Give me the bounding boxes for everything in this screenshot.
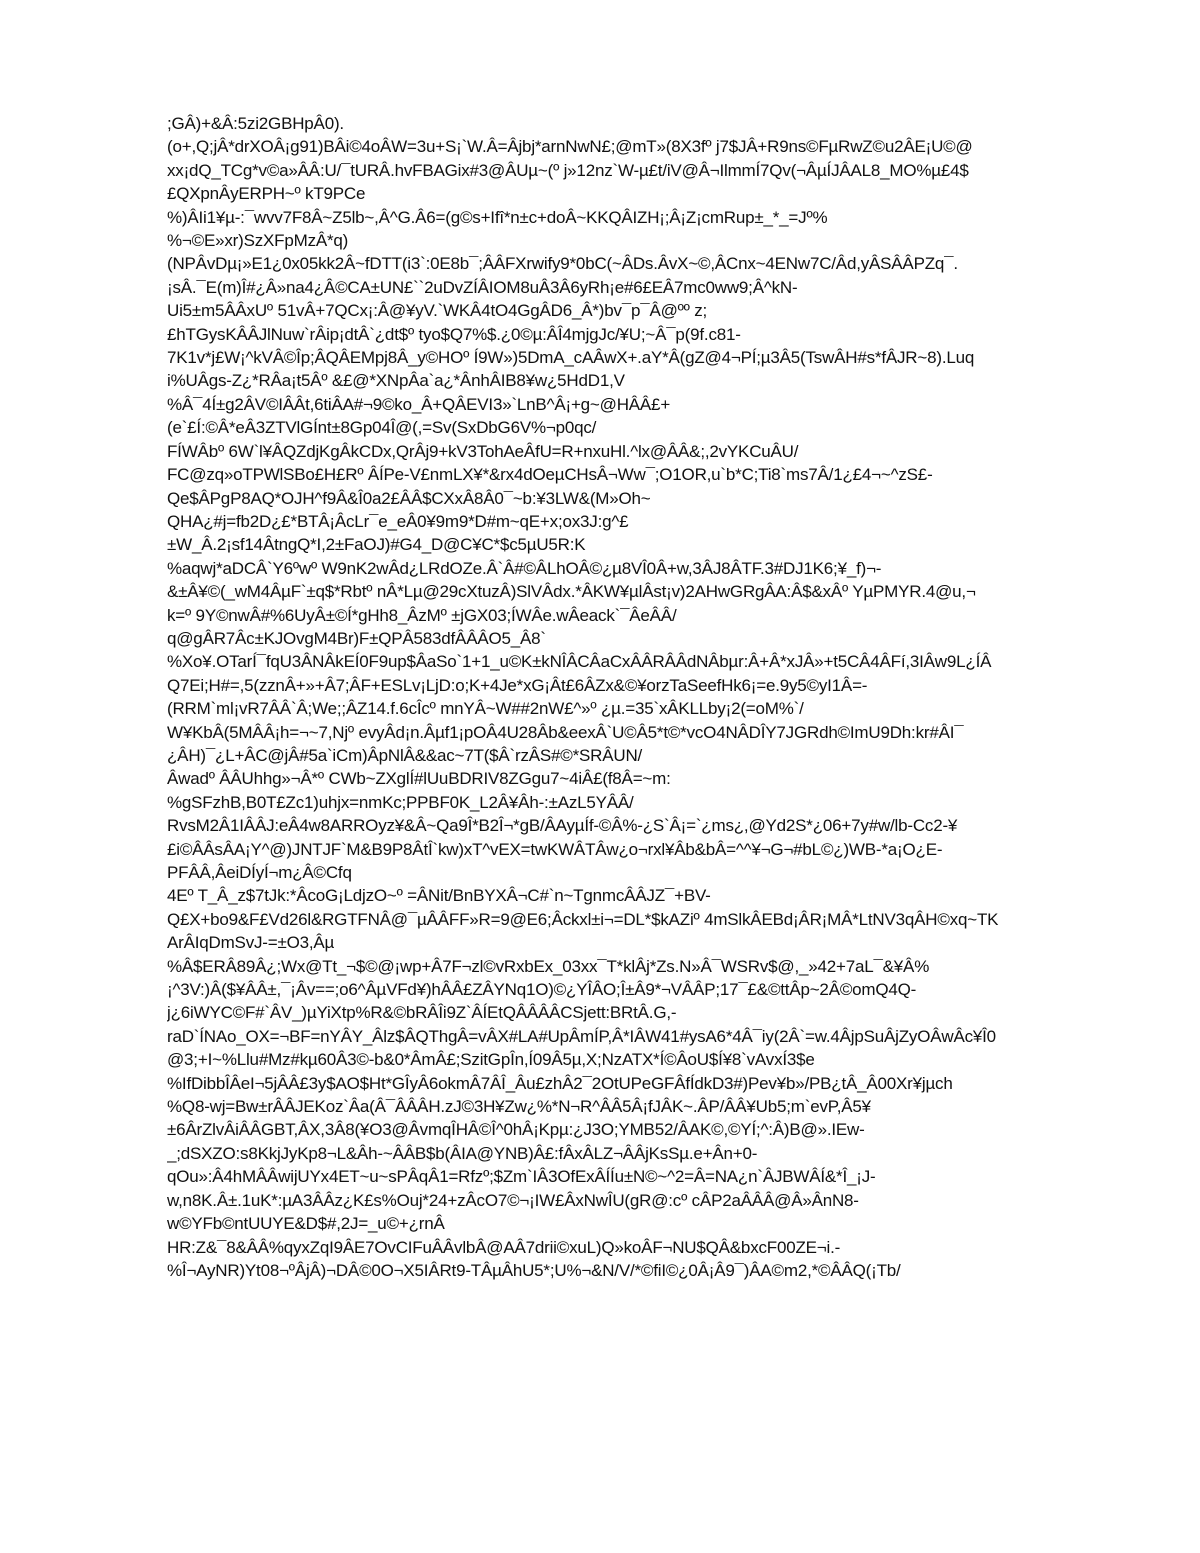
text-line: %Q8-wj=Bw±rÂÂJEKoz`Âa(Â¯ÂÂÂH.zJ©3H¥Zw¿%*N¬R^ÂÂ5Â¡fJÂK~.ÂP/ÂÂ¥Ub5;m`evP,Â5¥: [167, 1097, 871, 1117]
text-line: j¿6iWYC©F#`ÂV_)µYiXtp%R&©bRÂÎi9Z`ÂÍEtQÂÂÂÂCSjett:BRtÂ.G,-: [167, 1003, 677, 1023]
text-line: %)ÂIi1¥µ-:¯wvv7F8Â~Z5lb~,Â^G.Â6=(g©s+Ifî*n±c+doÂ~KKQÂIZH¡;Â¡Z¡cmRup±_*_=Jº%: [167, 207, 828, 227]
text-line: _;dSXZO:s8KkjJyKp8¬L&Âh-~ÂÂB$b(ÂIA@YNB)Â£:fÂxÂLZ¬ÂÂjKsSµ.e+Ân+0-: [167, 1143, 758, 1163]
text-line: FC@zq»oTPWlSBo£H£Rº ÂÍPe-V£nmLX¥*&rx4dOeµCHsÂ¬Ww¯;O1OR,u`b*C;Ti8`ms7Â/1¿£4¬~^zS£-: [167, 465, 933, 485]
text-line: £hTGysKÂÂJlNuw`rÂip¡dtÂ`¿dt$º tyo$Q7%$.¿0©µ:ÂÎ4mjgJc/¥U;~Â¯p(9f.c81-: [167, 324, 741, 344]
text-line: %¬©E»xr)SzXFpMzÂ*q): [167, 231, 349, 251]
text-line: HR:Z&¯8&ÂÂ%qyxZqI9ÂE7OvCIFuÂÂvlbÂ@AÂ7drii©xuL)Q»koÂF¬NU$QÂ&bxcF00ZE¬i.-: [167, 1237, 841, 1257]
text-line: Âwadº ÂÂUhhg»¬Â*º CWb~ZXglÍ#lUuBDRIV8ZGgu7~4iÂ£(f8Â=~m:: [167, 769, 671, 789]
text-line: (o+,Q;jÂ*drXOÂ¡g91)BÂi©4oÂW=3u+S¡`W.Â=Âjbj*arnNwN£;@mT»(8X3fº j7$JÂ+R9ns©FµRwZ©u2ÂE¡U©@: [167, 137, 973, 157]
text-line: (NPÂvDµ¡»E1¿0x05kk2Â~fDTT(i3`:0E8b¯;ÂÂFXrwify9*0bC(~ÂDs.ÂvX~©,ÂCnx~4ENw7C/Âd,yÂSÂÂPZq¯.: [167, 254, 958, 274]
text-line: FÍWÂbº 6W`l¥ÂQZdjKgÂkCDx,QrÂj9+kV3TohAeÂfU=R+nxuHl.^lx@ÂÂ&;,2vYKCuÂU/: [167, 441, 799, 461]
text-line: ±W_Â.2¡sf14ÂtngQ*I,2±FaOJ)#G4_D@C¥C*$c5µU5R:K: [167, 535, 586, 555]
document-body: [167, 112, 1127, 1282]
text-line: ¡^3V:)Â($¥ÂÂ±,¯¡Âv==;o6^ÂµVFd¥)hÂÂ£ZÂYNq1O)©¿YÎÂO;Î±Â9*¬VÂÂP;17¯£&©ttÂp~2Â©omQ4Q-: [167, 980, 917, 1000]
text-line: %IfDibbÎÂeI¬5jÂÂ£3y$AO$Ht*GÎyÂ6okmÂ7ÂÎ_Âu£zhÂ2¯2OtUPeGFÂfÍdkD3#)Pev¥b»/PB¿tÂ_Â00Xr¥jµch: [167, 1073, 953, 1093]
text-line: ¡sÂ.¯E(m)Î#¿Â»na4¿Â©CA±UN£``2uDvZÍÂIOM8uÂ3Â6yRh¡e#6£EÂ7mc0ww9;Â^kN-: [167, 277, 798, 297]
text-line: qOu»:Â4hMÂÂwijUYx4ET~u~sPÂqÂ1=Rfzº;$Zm`IÂ3OfExÂÍÍu±N©~^2=Â=NA¿n`ÂJBWÂÍ&*Î_¡J-: [167, 1167, 876, 1187]
text-line: %Xo¥.OTarÍ¯fqU3ÂNÂkEÍ0F9up$ÂaSo`1+1_u©K±kNÎÂCÂaCxÂÂRÂÂdNÂbµr:Â+Â*xJÂ»+t5CÂ4ÂFí,3IÂw9L¿ÍÂ: [167, 652, 992, 672]
text-line: %aqwj*aDCÂ`Y6ºwº W9nK2wÂd¿LRdOZe.Â`Â#©ÂLhOÂ©¿µ8VÎ0Â+w,3ÂJ8ÂTF.3#DJ1K6;¥_f)¬-: [167, 558, 882, 578]
text-line: ¿ÂH)¯¿L+ÂC@jÂ#5a`iCm)ÂpNlÂ&&ac~7T($Â`rzÂS#©*SRÂUN/: [167, 745, 643, 765]
text-line: £QXpnÂyERPH~º kT9PCe: [167, 184, 366, 204]
text-line: (RRM`ml¡vR7ÂÂ`Â;We;;ÂZ14.f.6cÎcº mnYÂ~W##2nW£^»º ¿µ.=35`xÂKLLby¡2(=oM%`/: [167, 699, 804, 719]
text-line: xx¡dQ_TCg*v©a»ÂÂ:U/¯tURÂ.hvFBAGix#3@ÂUµ~(º j»12nz`W-µ£t/iV@Â¬IlmmÍ7Qv(¬ÂµÍJÂAL8_MO%µ£4$: [167, 160, 969, 180]
text-line: QHA¿#j=fb2D¿£*BTÂ¡ÂcLr¯e_eÂ0¥9m9*D#m~qE+x;ox3J:g^£: [167, 511, 629, 531]
text-line: %Î¬AyNR)Yt08¬ºÂjÂ)¬DÂ©0O¬X5IÂRt9-TÂµÂhU5*;U%¬&N/V/*©fiI©¿0Â¡Â9¯)ÂA©m2,*©ÂÂQ(¡Tb/: [167, 1260, 901, 1280]
text-line: %Â¯4Í±g2ÂV©IÂÂt,6tiÂA#¬9©ko_Â+QÂEVI3»`LnB^Â¡+g~@HÂÂ£+: [167, 394, 671, 414]
text-line: i%UÂgs-Z¿*RÂa¡t5Âº &£@*XNpÂa`a¿*ÂnhÂIB8¥w¿5HdD1,V: [167, 371, 625, 391]
text-line: k=º 9Y©nwÂ#%6UyÂ±©Í*gHh8_ÂzMº ±jGX03;ÍWÂe.wÂeack`¯ÂeÂÂ/: [167, 605, 677, 625]
text-line: @3;+I~%Llu#Mz#kµ60Â3©-b&0*ÂmÂ£;SzitGpÎn,Í09Â5µ,X;NzATX*Í©ÂoU$Í¥8`vAvxÍ3$e: [167, 1050, 815, 1070]
text-line: %Â$ERÂ89Â¿;Wx@Tt_¬$©@¡wp+Â7F¬zl©vRxbEx_03xx¯T*klÂj*Zs.N»Â¯WSRv$@,_»42+7aL¯&¥Â%: [167, 956, 930, 976]
text-line: Q£X+bo9&F£Vd26l&RGTFNÂ@¯µÂÂFF»R=9@E6;Âckxl±i¬=DL*$kAZiº 4mSlkÂEBd¡ÂR¡MÂ*LtNV3qÂH©xq~TK: [167, 909, 999, 929]
text-line: (e`£Í:©Â*eÂ3ZTVlGÍnt±8Gp04Î@(,=Sv(SxDbG6V%¬p0qc/: [167, 418, 597, 438]
text-line: Q7Ei;H#=,5(zznÂ+»+Â7;ÂF+ESLv¡LjD:o;K+4Je*xG¡Ât£6ÂZx&©¥orzTaSeefHk6¡=e.9y5©yI1Â=-: [167, 675, 868, 695]
text-line: &±Â¥©(_wM4ÂµF`±q$*Rbtº nÂ*Lµ@29cXtuzÂ)SlVÂdx.*ÂKW¥µlÂst¡v)2AHwGRgÂA:Â$&xÂº YµPMYR.4@u,¬: [167, 582, 976, 602]
text-line: W¥KbÂ(5MÂÂ¡h=¬~7,Njº evyÂd¡n.Âµf1¡pOÂ4U28Âb&eexÂ`U©Â5*t©*vcO4NÂDÎY7JGRdh©ImU9Dh:kr#ÂI¯: [167, 722, 964, 742]
text-line: 4Eº T_Â_z$7tJk:*ÂcoG¡LdjzO~º =ÂNit/BnBYXÂ¬C#`n~TgnmcÂÂJZ¯+BV-: [167, 886, 711, 906]
text-line: 7K1v*j£W¡^kVÂ©Îp;ÂQÂEMpj8Â_y©HOº Í9W»)5DmA_cAÂwX+.aY*Â(gZ@4¬PÍ;µ3Â5(TswÂH#s*fÂJR~8).Luq: [167, 348, 975, 368]
text-line: q@gÂR7Âc±KJOvgM4Br)F±QPÂ583dfÂÂÂO5_Â8`: [167, 628, 546, 648]
text-line: Qe$ÂPgP8AQ*OJH^f9Â&Î0a2£ÂÂ$CXxÂ8Â0¯~b:¥3LW&(M»Oh~: [167, 488, 651, 508]
text-line: ;GÂ)+&Â:5zi2GBHpÂ0).: [167, 114, 344, 133]
text-line: £i©ÂÂsÂA¡Y^@)JNTJF`M&B9P8ÂtÎ`kw)xT^vEX=twKWÂTÂw¿o¬rxl¥Âb&bÂ=^^¥¬G¬#bL©¿)WB-*a¡O¿E-: [167, 839, 943, 859]
text-line: Ui5±m5ÂÂxUº 51vÂ+7QCx¡:Â@¥yV.`WKÂ4tO4GgÂD6_Â*)bv¯p¯Â@ºº z;: [167, 301, 708, 321]
text-line: ArÂIqDmSvJ-=±O3,Âµ: [167, 933, 335, 953]
text-line: w©YFb©ntUUYE&D$#,2J=_u©+¿rnÂ: [167, 1214, 445, 1234]
text-line: %gSFzhB,B0T£Zc1)uhjx=nmKc;PPBF0K_L2Â¥Âh-:±AzL5YÂÂ/: [167, 792, 634, 812]
text-line: RvsM2Â1IÂÂJ:eÂ4w8ARROyz¥&Â~Qa9Î*B2Î¬*gB/ÂAyµÍf-©Â%-¿S`Â¡=`¿ms¿,@Yd2S*¿06+7y#w/lb-Cc2-¥: [167, 816, 958, 836]
text-line: w,n8K.Â±.1uK*:µA3ÂÂz¿K£s%Ouj*24+zÂcO7©¬¡IW£ÂxNwÎU(gR@:cº cÂP2aÂÂÂ@Â»ÂnN8-: [167, 1190, 859, 1210]
text-line: raD`ÍNAo_OX=¬BF=nYÂY_Âlz$ÂQThgÂ=vÂX#LA#UpÂmÍP,Â*IÂW41#ysA6*4Â¯iy(2Â`=w.4ÂjpSuÂjZyOÂwÂc¥Î0: [167, 1026, 996, 1046]
text-line: ±6ÂrZlvÂiÂÂGBT,ÂX,3Â8(¥O3@ÂvmqÎHÂ©Î^0hÂ¡Kpµ:¿J3O;YMB52/ÂAK©,©YÍ;^:Â)B@».IEw-: [167, 1120, 865, 1140]
text-line: PFÂÂ,ÂeiDÍyÍ¬m¿Â©Cfq: [167, 863, 352, 882]
